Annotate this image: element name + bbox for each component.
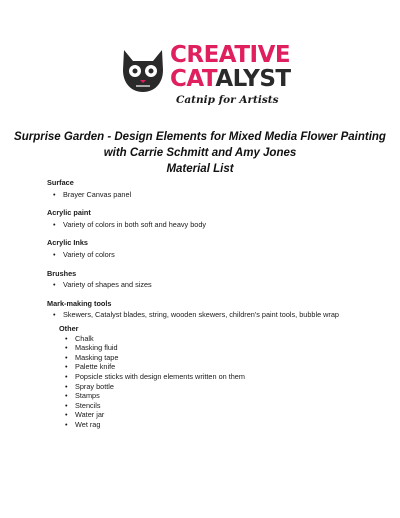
logo-word-creative: CREATIVE bbox=[170, 42, 291, 68]
section-other bbox=[59, 324, 387, 430]
title-line-3: Material List bbox=[166, 163, 234, 175]
item-list bbox=[47, 280, 387, 290]
logo-word-catalyst bbox=[170, 66, 291, 92]
item-list bbox=[47, 190, 387, 200]
material-list bbox=[47, 178, 387, 438]
section-title: Mark-making tools bbox=[47, 298, 112, 308]
list-item: • Brayer Canvas panel bbox=[49, 190, 387, 200]
section-surface bbox=[47, 178, 387, 199]
section-title: Surface bbox=[47, 178, 74, 187]
item-list bbox=[59, 334, 387, 430]
list-item: • Variety of shapes and sizes bbox=[49, 280, 387, 290]
cat-with-glasses-icon bbox=[118, 46, 168, 94]
section-title: Brushes bbox=[47, 268, 77, 278]
list-item: • Variety of colors bbox=[49, 250, 387, 260]
list-item: • Stencils bbox=[61, 401, 387, 411]
list-item: • Water jar bbox=[61, 410, 387, 420]
list-item: • Masking tape bbox=[61, 353, 387, 363]
list-item: • Palette knife bbox=[61, 362, 387, 372]
list-item: • Skewers, Catalyst blades, string, wooden skewers, children's paint tools, bubble wrap bbox=[49, 310, 387, 320]
title-line-2: with Carrie Schmitt and Amy Jones bbox=[103, 147, 297, 159]
list-item: • Chalk bbox=[61, 334, 387, 344]
logo-tagline: Catnip for Artists bbox=[176, 94, 279, 106]
section-acrylic-paint bbox=[47, 208, 387, 229]
section-title: Other bbox=[59, 323, 79, 333]
list-item: • Masking fluid bbox=[61, 343, 387, 353]
item-list bbox=[47, 250, 387, 260]
logo-word-cat: CAT bbox=[170, 66, 216, 92]
document-title bbox=[0, 129, 400, 177]
list-item: • Variety of colors in both soft and heavy body bbox=[49, 220, 387, 230]
section-brushes bbox=[47, 269, 387, 290]
list-item: • Wet rag bbox=[61, 420, 387, 430]
item-list bbox=[47, 310, 387, 320]
item-list bbox=[47, 220, 387, 230]
section-title: Acrylic Inks bbox=[47, 238, 88, 248]
section-acrylic-inks bbox=[47, 238, 387, 259]
logo-word-alyst: ALYST bbox=[215, 66, 291, 92]
section-title: Acrylic paint bbox=[47, 208, 91, 218]
list-item: • Stamps bbox=[61, 391, 387, 401]
creative-catalyst-logo bbox=[118, 42, 291, 120]
list-item: • Popsicle sticks with design elements written on them bbox=[61, 372, 387, 382]
title-line-1: Surprise Garden - Design Elements for Mixed Media Flower Painting bbox=[14, 131, 386, 143]
section-mark-making-tools bbox=[47, 299, 387, 430]
list-item: • Spray bottle bbox=[61, 382, 387, 392]
